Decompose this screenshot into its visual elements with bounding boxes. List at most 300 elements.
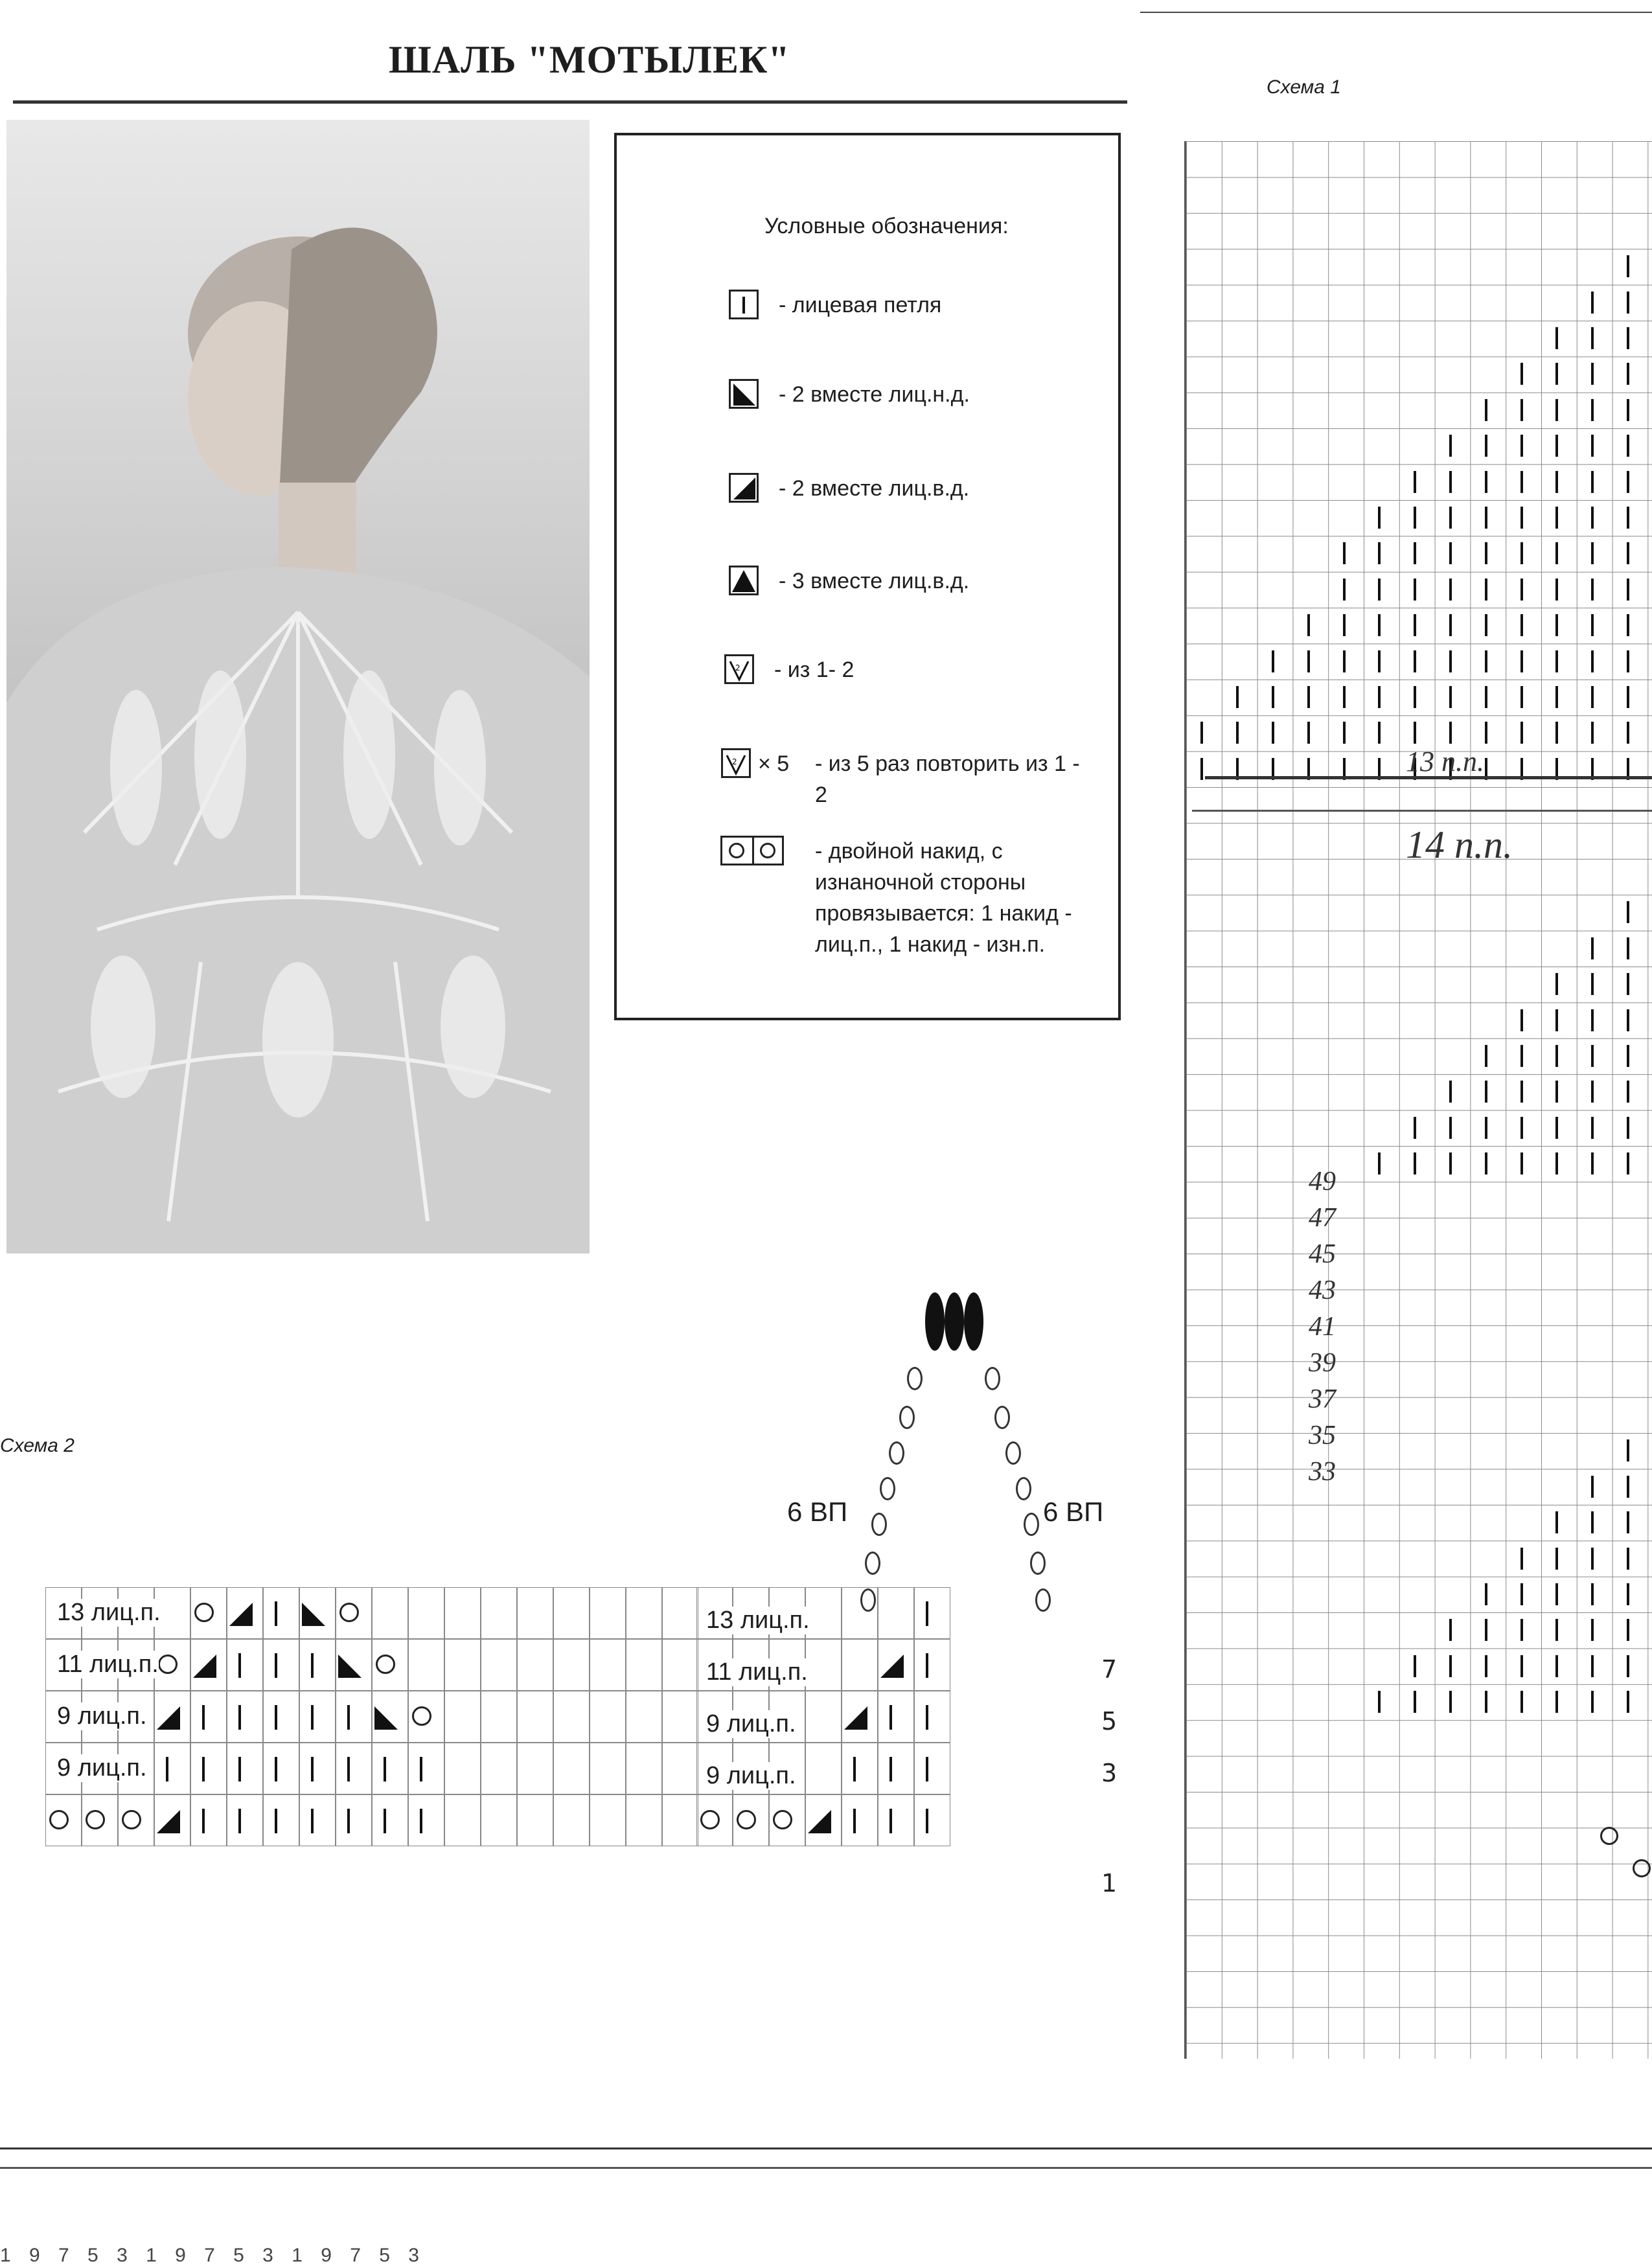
- grid-cell: [408, 1743, 444, 1794]
- knit-stitch: [1555, 650, 1558, 672]
- knit-stitch: [1627, 1117, 1629, 1139]
- grid-cell: [626, 1639, 662, 1691]
- knit-stitch: [1627, 1655, 1629, 1677]
- scheme1-row-number: 33: [1309, 1457, 1336, 1487]
- knit-stitch: [1627, 1619, 1629, 1641]
- chain-stitch-mark: [985, 1367, 1000, 1390]
- grid-cell: [481, 1587, 517, 1639]
- scheme2-right-row-label: 9 лиц.п.: [706, 1710, 796, 1737]
- knit-stitch: [1343, 722, 1346, 744]
- grid-cell: [444, 1743, 481, 1794]
- grid-cell: [444, 1691, 481, 1743]
- chain-stitch-mark: [1035, 1588, 1051, 1612]
- knit-stitch: [1520, 1583, 1523, 1605]
- grid-cell: [408, 1794, 444, 1846]
- scheme2-right-row-label: 11 лиц.п.: [706, 1658, 808, 1686]
- legend-title: Условные обозначения:: [764, 214, 1009, 238]
- knit-stitch: [1591, 1009, 1594, 1031]
- scheme1-row-number: 39: [1309, 1348, 1336, 1378]
- page-title: ШАЛЬ "МОТЫЛЕК": [389, 38, 790, 81]
- grid-cell: [590, 1587, 626, 1639]
- knit-stitch: [1555, 722, 1558, 744]
- grid-cell: [408, 1639, 444, 1691]
- grid-cell: [408, 1587, 444, 1639]
- grid-cell: [553, 1587, 590, 1639]
- scheme1-row-number: 47: [1309, 1203, 1336, 1233]
- knit-stitch: [1485, 614, 1487, 636]
- legend-item-knit: - лицевая петля: [779, 293, 942, 317]
- grid-cell: [227, 1639, 263, 1691]
- svg-text:2: 2: [735, 663, 740, 672]
- knit-stitch: [1591, 1152, 1594, 1174]
- knit-stitch: [1378, 1152, 1381, 1174]
- knit-stitch: [1520, 471, 1523, 493]
- knit-stitch: [1627, 973, 1629, 995]
- knit-stitch: [1307, 722, 1310, 744]
- grid-cell: [662, 1743, 698, 1794]
- grid-cell: [805, 1743, 842, 1794]
- k2tog-right-icon: [729, 379, 759, 409]
- knit-stitch: [1555, 973, 1558, 995]
- chain-stitch-mark: [871, 1513, 887, 1536]
- grid-cell: [590, 1691, 626, 1743]
- k2tog-right-mark: [337, 1653, 363, 1679]
- knit-stitch: [1555, 1583, 1558, 1605]
- knit-stitch: [1520, 1619, 1523, 1641]
- k2tog-left-mark: [228, 1601, 254, 1627]
- knit-stitch: [1378, 722, 1381, 744]
- knit-stitch: [1591, 1655, 1594, 1677]
- grid-cell: [553, 1743, 590, 1794]
- grid-cell: [299, 1639, 336, 1691]
- grid-cell: [481, 1639, 517, 1691]
- knit-stitch: [238, 1809, 241, 1833]
- knit-stitch: [1627, 1152, 1629, 1174]
- grid-cell: [372, 1743, 408, 1794]
- knit-stitch: [1591, 1619, 1594, 1641]
- knit-stitch: [1627, 363, 1629, 385]
- scheme1-note-14: 14 п.п.: [1406, 823, 1513, 866]
- knit-stitch: [1627, 435, 1629, 457]
- knit-stitch: [1591, 722, 1594, 744]
- knit-stitch: [853, 1809, 856, 1833]
- grid-cell: [553, 1639, 590, 1691]
- knit-stitch: [1485, 1655, 1487, 1677]
- yarn-over-mark: [773, 1810, 792, 1829]
- knit-stitch: [1449, 507, 1452, 529]
- knit-stitch: [1555, 507, 1558, 529]
- chain-cluster-mark: [964, 1292, 983, 1351]
- grid-cell: [590, 1794, 626, 1846]
- knit-stitch: [1449, 578, 1452, 601]
- yarn-over-mark: [412, 1706, 431, 1726]
- grid-cell: [263, 1587, 299, 1639]
- knit-stitch: [1414, 1152, 1416, 1174]
- knit-stitch: [1378, 614, 1381, 636]
- grid-cell: [481, 1794, 517, 1846]
- knit-stitch: [1343, 578, 1346, 601]
- grid-cell: [517, 1587, 553, 1639]
- chain-stitch-mark: [899, 1406, 915, 1429]
- scheme2-right-row-label: 13 лиц.п.: [706, 1607, 810, 1634]
- knit-stitch: [1555, 1619, 1558, 1641]
- knit-stitch: [1555, 1691, 1558, 1713]
- knit-stitch: [1520, 1009, 1523, 1031]
- knit-stitch: [1627, 542, 1629, 564]
- knit-stitch: [238, 1705, 241, 1730]
- svg-text:2: 2: [732, 757, 737, 766]
- knit-stitch: [1307, 686, 1310, 708]
- legend-item-k3tog: - 3 вместе лиц.в.д.: [779, 569, 970, 593]
- grid-cell: [481, 1691, 517, 1743]
- chain-stitch-mark: [1024, 1513, 1039, 1536]
- grid-cell: [154, 1743, 190, 1794]
- knit-stitch: [1414, 1117, 1416, 1139]
- grid-cell: [190, 1691, 227, 1743]
- knit-stitch: [1627, 1081, 1629, 1103]
- footer-line-2: [0, 2167, 1652, 2169]
- knit-stitch: [1485, 542, 1487, 564]
- knit-stitch: [1414, 686, 1416, 708]
- chain-stitch-mark: [889, 1441, 904, 1465]
- knit-stitch: [420, 1809, 422, 1833]
- grid-cell: [878, 1587, 914, 1639]
- top-edge-line: [1140, 12, 1652, 13]
- yarn-over-mark: [158, 1655, 178, 1674]
- knit-stitch: [926, 1757, 928, 1781]
- knit-stitch: [926, 1705, 928, 1730]
- knit-stitch: [347, 1705, 350, 1730]
- knit-stitch-icon: [729, 290, 759, 319]
- knit-stitch: [275, 1705, 277, 1730]
- knit-stitch: [1555, 1045, 1558, 1067]
- knit-stitch: [1378, 507, 1381, 529]
- knit-stitch: [1485, 1691, 1487, 1713]
- knit-stitch: [1627, 1009, 1629, 1031]
- scheme1-chart: [1184, 141, 1652, 2059]
- k2tog-left-mark: [807, 1809, 832, 1835]
- grid-cell: [517, 1691, 553, 1743]
- grid-cell: [805, 1639, 842, 1691]
- knit-stitch: [1485, 686, 1487, 708]
- yarn-over-mark: [1633, 1859, 1651, 1877]
- knit-stitch: [1627, 722, 1629, 744]
- knit-stitch: [1591, 471, 1594, 493]
- knit-stitch: [1591, 1691, 1594, 1713]
- knit-stitch: [202, 1809, 205, 1833]
- footer-edge-digits: 1 9 7 5 3 1 9 7 5 3 1 9 7 5 3: [0, 2245, 426, 2266]
- yarn-over-mark: [376, 1655, 395, 1674]
- knit-stitch: [1555, 686, 1558, 708]
- knit-stitch: [1591, 292, 1594, 314]
- grid-cell: [444, 1794, 481, 1846]
- knit-stitch: [1555, 471, 1558, 493]
- chain-stitch-mark: [1016, 1477, 1031, 1500]
- chain-stitch-mark: [865, 1552, 880, 1575]
- knit-stitch: [1627, 650, 1629, 672]
- knit-stitch: [889, 1705, 892, 1730]
- grid-cell: [914, 1587, 950, 1639]
- knit-stitch: [1449, 614, 1452, 636]
- knit-stitch: [1627, 901, 1629, 923]
- grid-cell: [444, 1587, 481, 1639]
- knit-stitch: [311, 1653, 314, 1678]
- knit-stitch: [1414, 722, 1416, 744]
- chain-stitch-mark: [1005, 1441, 1021, 1465]
- knit-stitch: [1449, 686, 1452, 708]
- knit-stitch: [926, 1653, 928, 1678]
- scheme2-left-row-label: 9 лиц.п.: [57, 1702, 147, 1730]
- knit-stitch: [384, 1757, 386, 1781]
- scheme1-caption: Схема 1: [1267, 76, 1341, 98]
- knit-stitch: [1627, 1583, 1629, 1605]
- knit-stitch: [1627, 1691, 1629, 1713]
- knit-stitch: [1307, 650, 1310, 672]
- scheme2-row-number: 7: [1101, 1655, 1118, 1684]
- yarn-over-mark: [49, 1810, 69, 1829]
- knit-stitch: [1591, 1511, 1594, 1533]
- knit-stitch: [1520, 686, 1523, 708]
- yarn-over-mark: [86, 1810, 105, 1829]
- knit-stitch: [1555, 399, 1558, 421]
- knit-stitch: [1485, 1619, 1487, 1641]
- increase-x5-icon: [721, 748, 751, 778]
- scheme2-row-number: 3: [1101, 1759, 1118, 1787]
- knit-stitch: [1627, 399, 1629, 421]
- knit-stitch: [889, 1757, 892, 1781]
- knit-stitch: [1485, 722, 1487, 744]
- knit-stitch: [1520, 542, 1523, 564]
- knit-stitch: [1555, 1117, 1558, 1139]
- grid-cell: [517, 1639, 553, 1691]
- knit-stitch: [1378, 578, 1381, 601]
- scheme1-row-number: 43: [1309, 1276, 1336, 1305]
- knit-stitch: [1627, 1476, 1629, 1498]
- k2tog-left-mark: [843, 1705, 869, 1731]
- k2tog-left-mark: [155, 1809, 181, 1835]
- grid-cell: [590, 1639, 626, 1691]
- knit-stitch: [1555, 327, 1558, 349]
- grid-cell: [805, 1587, 842, 1639]
- knit-stitch: [1627, 1045, 1629, 1067]
- knit-stitch: [1627, 1439, 1629, 1461]
- scheme2-row-number: 1: [1101, 1869, 1118, 1897]
- knit-stitch: [1627, 292, 1629, 314]
- knit-stitch: [275, 1809, 277, 1833]
- grid-cell: [372, 1587, 408, 1639]
- knit-stitch: [1520, 1117, 1523, 1139]
- chain-right-label: 6 ВП: [1043, 1496, 1104, 1527]
- knit-stitch: [1555, 1009, 1558, 1031]
- grid-cell: [662, 1794, 698, 1846]
- knit-stitch: [1520, 1045, 1523, 1067]
- legend-item-k2tog-right: - 2 вместе лиц.н.д.: [779, 382, 970, 407]
- grid-cell: [626, 1743, 662, 1794]
- increase-icon: [724, 654, 754, 684]
- scheme1-row-number: 45: [1309, 1239, 1336, 1269]
- grid-cell: [372, 1794, 408, 1846]
- legend-item-increase-x5: - из 5 раз повторить из 1 - 2: [815, 751, 1080, 807]
- double-yarn-over-icon: [720, 836, 784, 865]
- k2tog-right-mark: [373, 1705, 399, 1731]
- knit-stitch: [1414, 1655, 1416, 1677]
- grid-cell: [914, 1743, 950, 1794]
- knit-stitch: [1449, 1691, 1452, 1713]
- knit-stitch: [1414, 1691, 1416, 1713]
- knit-stitch: [1343, 542, 1346, 564]
- knit-stitch: [1520, 722, 1523, 744]
- chain-left-label: 6 ВП: [787, 1496, 848, 1527]
- grid-cell: [662, 1639, 698, 1691]
- knit-stitch: [1272, 650, 1274, 672]
- grid-cell: [662, 1587, 698, 1639]
- grid-cell: [263, 1639, 299, 1691]
- scheme2-row-number: 5: [1101, 1707, 1118, 1735]
- grid-cell: [626, 1587, 662, 1639]
- knit-stitch: [1520, 363, 1523, 385]
- yarn-over-mark: [737, 1810, 756, 1829]
- knit-stitch: [1485, 399, 1487, 421]
- legend-item-increase: - из 1- 2: [774, 658, 855, 682]
- knit-stitch: [1627, 1511, 1629, 1533]
- grid-cell: [444, 1639, 481, 1691]
- knit-stitch: [1520, 399, 1523, 421]
- knit-stitch: [1485, 1152, 1487, 1174]
- grid-cell: [626, 1691, 662, 1743]
- knit-stitch: [1555, 363, 1558, 385]
- knit-stitch: [1555, 1655, 1558, 1677]
- knit-stitch: [1555, 542, 1558, 564]
- knit-stitch: [1627, 255, 1629, 277]
- knit-stitch: [1520, 614, 1523, 636]
- knit-stitch: [1520, 1081, 1523, 1103]
- grid-cell: [842, 1794, 878, 1846]
- knit-stitch: [1591, 937, 1594, 959]
- knit-stitch: [1414, 614, 1416, 636]
- knit-stitch: [1449, 1619, 1452, 1641]
- knit-stitch: [1520, 1655, 1523, 1677]
- knit-stitch: [1555, 1081, 1558, 1103]
- knit-stitch: [1414, 507, 1416, 529]
- k2tog-left-mark: [879, 1653, 905, 1679]
- knit-stitch: [238, 1653, 241, 1678]
- grid-cell: [227, 1743, 263, 1794]
- scheme2-right-row-label: 9 лиц.п.: [706, 1762, 796, 1789]
- grid-cell: [553, 1691, 590, 1743]
- knit-stitch: [1343, 614, 1346, 636]
- knit-stitch: [1414, 650, 1416, 672]
- knit-stitch: [384, 1809, 386, 1833]
- footer-line-1: [0, 2148, 1652, 2149]
- knit-stitch: [1627, 471, 1629, 493]
- chain-cluster-mark: [945, 1292, 964, 1351]
- knit-stitch: [1627, 507, 1629, 529]
- knit-stitch: [311, 1705, 314, 1730]
- legend-item-k2tog-left: - 2 вместе лиц.в.д.: [779, 476, 970, 501]
- knit-stitch: [1485, 435, 1487, 457]
- grid-cell: [190, 1794, 227, 1846]
- knit-stitch: [1591, 686, 1594, 708]
- knit-stitch: [1555, 1548, 1558, 1570]
- chain-stitch-mark: [907, 1367, 923, 1390]
- knit-stitch: [166, 1757, 168, 1781]
- scheme1-row-number: 41: [1309, 1312, 1336, 1342]
- chain-cluster-mark: [925, 1292, 945, 1351]
- scheme1-row-number: 49: [1309, 1167, 1336, 1197]
- k2tog-left-mark: [155, 1705, 181, 1731]
- chain-stitch-mark: [880, 1477, 895, 1500]
- grid-cell: [626, 1794, 662, 1846]
- knit-stitch: [1591, 578, 1594, 601]
- knit-stitch: [1520, 650, 1523, 672]
- knit-stitch: [1307, 614, 1310, 636]
- grid-cell: [914, 1794, 950, 1846]
- knit-stitch: [1449, 435, 1452, 457]
- scheme2-caption: Схема 2: [0, 1435, 75, 1456]
- yarn-over-mark: [122, 1810, 141, 1829]
- scheme1-row-number: 37: [1309, 1384, 1336, 1414]
- knit-stitch: [275, 1601, 277, 1626]
- legend-multiplier: × 5: [758, 751, 790, 776]
- knit-stitch: [1591, 435, 1594, 457]
- knit-stitch: [1555, 435, 1558, 457]
- knit-stitch: [1449, 471, 1452, 493]
- title-underline: [13, 100, 1127, 104]
- legend-item-double-yarn-over: - двойной накид, с изнаночной стороны провязывается: 1 накид - лиц.п., 1 накид - изн.п.: [815, 839, 1072, 957]
- knit-stitch: [1272, 686, 1274, 708]
- knit-stitch: [1449, 542, 1452, 564]
- grid-cell: [553, 1794, 590, 1846]
- knit-stitch: [1627, 578, 1629, 601]
- grid-cell: [805, 1691, 842, 1743]
- knit-stitch: [1485, 507, 1487, 529]
- grid-cell: [263, 1743, 299, 1794]
- knit-stitch: [1449, 1655, 1452, 1677]
- knit-stitch: [889, 1809, 892, 1833]
- knit-stitch: [1200, 722, 1203, 744]
- knit-stitch: [1449, 1117, 1452, 1139]
- knit-stitch: [1591, 1583, 1594, 1605]
- knit-stitch: [853, 1757, 856, 1781]
- knit-stitch: [347, 1757, 350, 1781]
- knit-stitch: [1555, 578, 1558, 601]
- scheme2-left-row-label: 11 лиц.п.: [57, 1651, 159, 1678]
- knit-stitch: [1378, 542, 1381, 564]
- knit-stitch: [1485, 1117, 1487, 1139]
- shawl-photo: [6, 120, 590, 1254]
- knit-stitch: [1627, 614, 1629, 636]
- grid-cell: [263, 1794, 299, 1846]
- knit-stitch: [1485, 578, 1487, 601]
- knit-stitch: [1449, 1152, 1452, 1174]
- knit-stitch: [1591, 1548, 1594, 1570]
- scheme1-divider-14: [1192, 810, 1652, 812]
- knit-stitch: [1272, 722, 1274, 744]
- grid-cell: [517, 1743, 553, 1794]
- k2tog-left-mark: [192, 1653, 218, 1679]
- knit-stitch: [1414, 471, 1416, 493]
- knit-stitch: [1520, 507, 1523, 529]
- yarn-over-mark: [339, 1603, 359, 1622]
- knit-stitch: [238, 1757, 241, 1781]
- grid-cell: [878, 1691, 914, 1743]
- grid-cell: [914, 1639, 950, 1691]
- k2tog-left-icon: [729, 473, 759, 503]
- knit-stitch: [1485, 1583, 1487, 1605]
- knit-stitch: [1449, 722, 1452, 744]
- knit-stitch: [311, 1809, 314, 1833]
- grid-cell: [517, 1794, 553, 1846]
